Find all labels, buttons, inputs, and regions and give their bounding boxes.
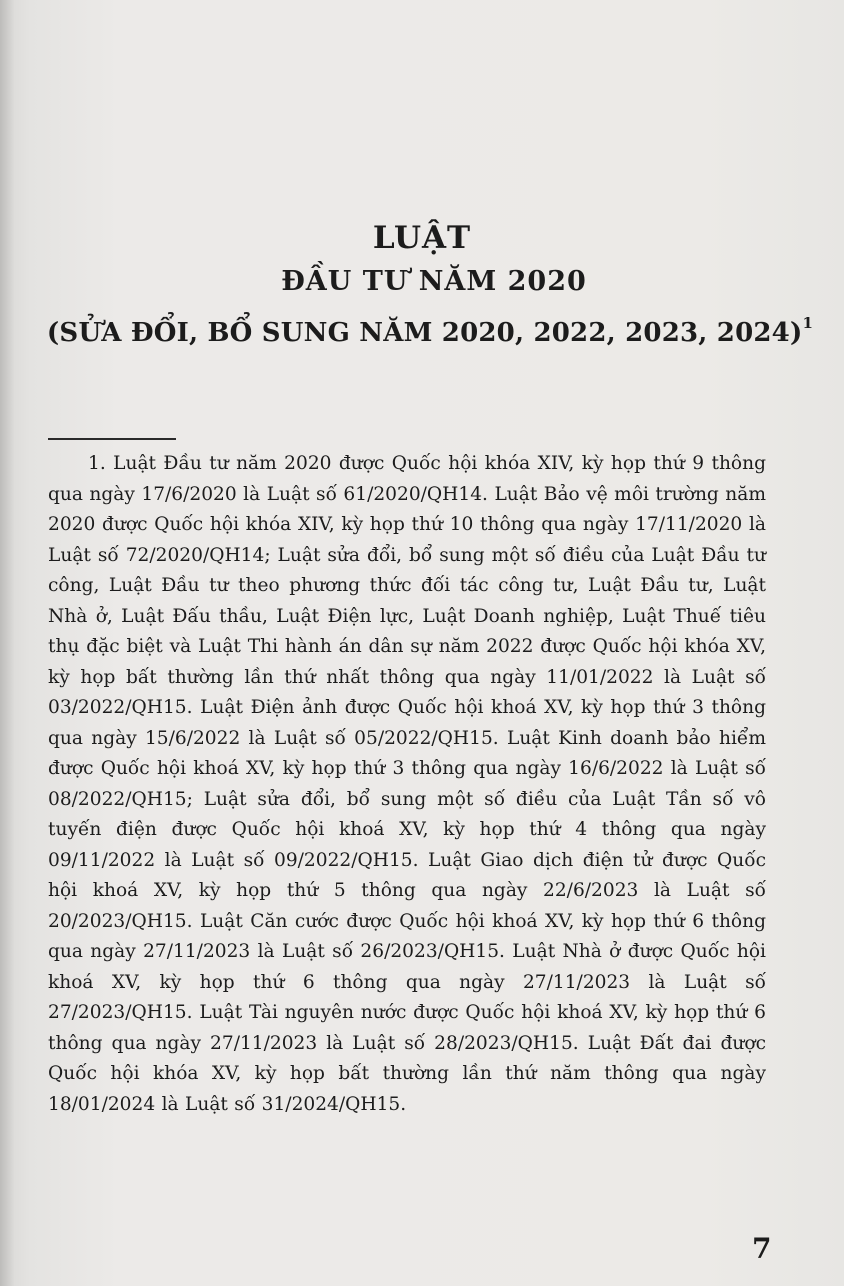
page-number: 7 — [752, 1232, 772, 1265]
footnote-marker: 1 — [802, 314, 814, 332]
page-gutter-shadow — [0, 0, 14, 1286]
law-title: LUẬT — [372, 220, 472, 256]
footnote-divider — [48, 438, 176, 440]
footnote-paragraph: 1. Luật Đầu tư năm 2020 được Quốc hội khóa XIV, kỳ họp thứ 9 thông qua ngày 17/6/2020 là Luật số 61/2020/QH14. Luật Bảo vệ môi trường năm 2020 được Quốc hội khóa XIV, kỳ họp thứ 10 thông qua ngày 17/11/2020 là Luật số 72/2020/QH14; Luật sửa đổi, bổ sung một số điều của Luật Đầu tư công, Luật Đầu tư theo phương thức đối tác công tư, Luật Đầu tư, Luật Nhà ở, Luật Đấu thầu, Luật Điện lực, Luật Doanh nghiệp, Luật Thuế tiêu thụ đặc biệt và Luật Thi hành án dân sự năm 2022 được Quốc hội khóa XV, kỳ họp bất thường lần thứ nhất thông qua ngày 11/01/2022 là Luật số 03/2022/QH15. Luật Điện ảnh được Quốc hội khoá XV, kỳ họp thứ 3 thông qua ngày 15/6/2022 là Luật số 05/2022/QH15. Luật Kinh doanh bảo hiểm được Quốc hội khoá XV, kỳ họp thứ 3 thông qua ngày 16/6/2022 là Luật số 08/2022/QH15; Luật sửa đổi, bổ sung một số điều của Luật Tần số vô tuyến điện được Quốc hội khoá XV, kỳ họp thứ 4 thông qua ngày 09/11/2022 là Luật số 09/2022/QH15. Luật Giao dịch điện tử được Quốc hội khoá XV, kỳ họp thứ 5 thông qua ngày 22/6/2023 là Luật số 20/2023/QH15. Luật Căn cước được Quốc hội khoá XV, kỳ họp thứ 6 thông qua ngày 27/11/2023 là Luật số 26/2023/QH15. Luật Nhà ở được Quốc hội khoá XV, kỳ họp thứ 6 thông qua ngày 27/11/2023 là Luật số 27/2023/QH15. Luật Tài nguyên nước được Quốc hội khoá XV, kỳ họp thứ 6 thông qua ngày 27/11/2023 là Luật số 28/2023/QH15. Luật Đất đai được Quốc hội khóa XV, kỳ họp bất thường lần thứ năm thông qua ngày 18/01/2024 là Luật số 31/2024/QH15. — [48, 453, 766, 1115]
law-amendment-years — [8, 314, 844, 348]
law-subtitle: ĐẦU TƯ NĂM 2020 — [281, 266, 587, 297]
amendment-years-text: (SỬA ĐỔI, BỔ SUNG NĂM 2020, 2022, 2023, 2024) — [46, 318, 803, 348]
